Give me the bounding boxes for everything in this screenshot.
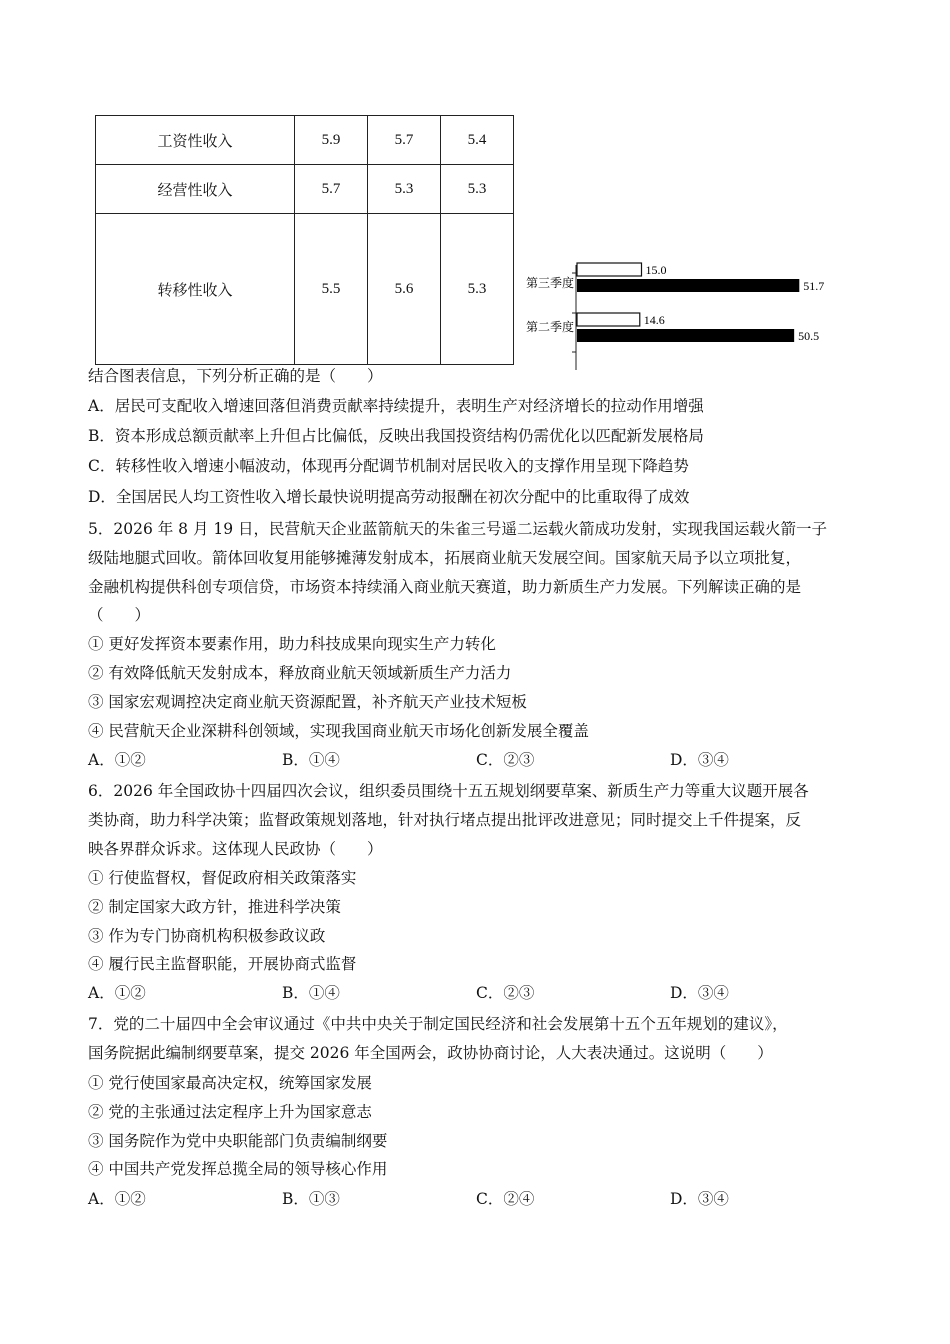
answer-choices bbox=[88, 982, 868, 1004]
table-cell: 5.3 bbox=[441, 165, 514, 214]
bar-q3-series2 bbox=[577, 279, 799, 292]
data-label: 50.5 bbox=[798, 329, 820, 343]
data-label: 15.0 bbox=[645, 263, 667, 277]
question-stem-line: 级陆地腿式回收。箭体回收复用能够摊薄发射成本，拓展商业航天发展空间。国家航天局予以立项批复， bbox=[88, 549, 802, 567]
choice-d: D．③④ bbox=[670, 751, 729, 769]
answer-choices bbox=[88, 1188, 868, 1210]
category-label-q2: 第二季度 bbox=[526, 320, 575, 334]
table-row bbox=[96, 214, 514, 365]
option-d: D．全国居民人均工资性收入增长最快说明提高劳动报酬在初次分配中的比重取得了成效 bbox=[88, 488, 690, 506]
choice-d: D．③④ bbox=[670, 1190, 729, 1208]
question-stem-line: 映各界群众诉求。这体现人民政协（ ） bbox=[88, 840, 383, 858]
choice-b: B．①④ bbox=[282, 751, 340, 769]
row-label: 经营性收入 bbox=[96, 165, 295, 214]
question-stem-line: （ ） bbox=[88, 606, 151, 624]
table-cell: 5.6 bbox=[368, 214, 441, 365]
table-cell: 5.4 bbox=[441, 116, 514, 165]
row-label: 转移性收入 bbox=[96, 214, 295, 365]
choice-c: C．②④ bbox=[476, 1190, 535, 1208]
question-stem-line: 金融机构提供科创专项信贷，市场资本持续涌入商业航天赛道，助力新质生产力发展。下列解读正确的是 bbox=[88, 578, 802, 596]
choice-c: C．②③ bbox=[476, 751, 535, 769]
answer-choices bbox=[88, 749, 868, 771]
income-table bbox=[95, 115, 514, 365]
bar-q3-series1 bbox=[577, 263, 642, 276]
choice-d: D．③④ bbox=[670, 984, 729, 1002]
statement-item: ② 有效降低航天发射成本，释放商业航天领域新质生产力活力 bbox=[88, 664, 512, 682]
bar-q2-series1 bbox=[577, 313, 640, 326]
table-cell: 5.7 bbox=[368, 116, 441, 165]
choice-b: B．①④ bbox=[282, 984, 340, 1002]
data-label: 14.6 bbox=[643, 313, 665, 327]
table-row bbox=[96, 165, 514, 214]
statement-item: ① 更好发挥资本要素作用，助力科技成果向现实生产力转化 bbox=[88, 635, 496, 653]
choice-a: A．①② bbox=[88, 984, 146, 1002]
question-stem: 结合图表信息，下列分析正确的是（ ） bbox=[88, 367, 383, 385]
choice-a: A．①② bbox=[88, 1190, 146, 1208]
statement-item: ④ 履行民主监督职能，开展协商式监督 bbox=[88, 955, 357, 973]
statement-item: ④ 民营航天企业深耕科创领域，实现我国商业航天市场化创新发展全覆盖 bbox=[88, 722, 589, 740]
choice-c: C．②③ bbox=[476, 984, 535, 1002]
question-stem-line: 国务院据此编制纲要草案，提交 2026 年全国两会，政协协商讨论，人大表决通过。这说明（ ） bbox=[88, 1044, 773, 1062]
question-stem-line: 类协商，助力科学决策；监督政策规划落地，针对执行堵点提出批评改进意见；同时提交上千件提案，反 bbox=[88, 811, 802, 829]
option-a: A．居民可支配收入增速回落但消费贡献率持续提升，表明生产对经济增长的拉动作用增强 bbox=[88, 397, 704, 415]
statement-item: ④ 中国共产党发挥总揽全局的领导核心作用 bbox=[88, 1160, 388, 1178]
statement-item: ② 党的主张通过法定程序上升为国家意志 bbox=[88, 1103, 372, 1121]
statement-item: ① 党行使国家最高决定权，统筹国家发展 bbox=[88, 1074, 372, 1092]
category-label-q3: 第三季度 bbox=[526, 276, 575, 290]
statement-item: ③ 作为专门协商机构积极参政议政 bbox=[88, 927, 326, 945]
table-cell: 5.9 bbox=[295, 116, 368, 165]
option-b: B．资本形成总额贡献率上升但占比偏低，反映出我国投资结构仍需优化以匹配新发展格局 bbox=[88, 427, 704, 445]
bar-q2-series2 bbox=[577, 329, 794, 342]
question-stem-line: 7．党的二十届四中全会审议通过《中共中央关于制定国民经济和社会发展第十五个五年规划的建议》， bbox=[88, 1015, 788, 1033]
choice-a: A．①② bbox=[88, 751, 146, 769]
statement-item: ③ 国家宏观调控决定商业航天资源配置，补齐航天产业技术短板 bbox=[88, 693, 527, 711]
option-c: C．转移性收入增速小幅波动，体现再分配调节机制对居民收入的支撑作用呈现下降趋势 bbox=[88, 457, 689, 475]
table-cell: 5.7 bbox=[295, 165, 368, 214]
statement-item: ② 制定国家大政方针，推进科学决策 bbox=[88, 898, 341, 916]
bar-chart-fragment bbox=[522, 255, 825, 370]
table-row bbox=[96, 116, 514, 165]
statement-item: ① 行使监督权，督促政府相关政策落实 bbox=[88, 869, 357, 887]
table-cell: 5.3 bbox=[441, 214, 514, 365]
table-cell: 5.5 bbox=[295, 214, 368, 365]
question-stem-line: 6．2026 年全国政协十四届四次会议，组织委员围绕十五五规划纲要草案、新质生产力等重大议题开展各 bbox=[88, 782, 809, 800]
data-label: 51.7 bbox=[803, 279, 825, 293]
table-cell: 5.3 bbox=[368, 165, 441, 214]
statement-item: ③ 国务院作为党中央职能部门负责编制纲要 bbox=[88, 1132, 388, 1150]
question-stem-line: 5．2026 年 8 月 19 日，民营航天企业蓝箭航天的朱雀三号遥二运载火箭成功发射，实现我国运载火箭一子 bbox=[88, 520, 828, 538]
row-label: 工资性收入 bbox=[96, 116, 295, 165]
bar-chart-svg bbox=[522, 255, 825, 370]
choice-b: B．①③ bbox=[282, 1190, 340, 1208]
